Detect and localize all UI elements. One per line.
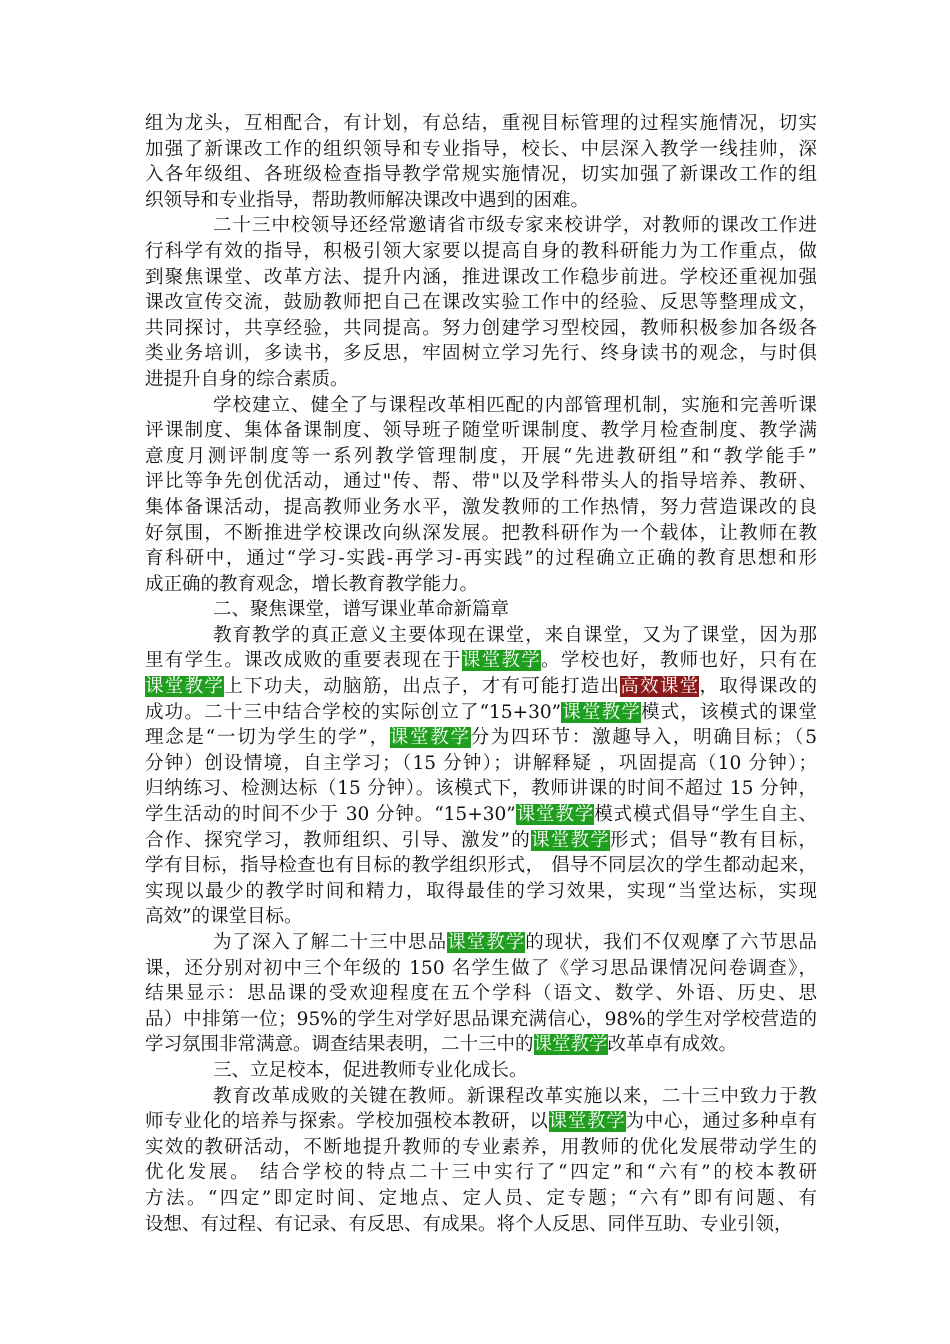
text-run: 学有目标，指导检查也有目标的教学组织形式， 倡导不同层次的学生都动起来， xyxy=(145,855,817,877)
text-line xyxy=(145,188,817,214)
text-line xyxy=(145,137,817,163)
text-run: 实现以最少的教学时间和精力，取得最佳的学习效果，实现“当堂达标，实现 xyxy=(145,880,817,902)
text-line xyxy=(145,1032,817,1058)
text-run: 优化发展。 结合学校的特点二十三中实行了“四定”和“六有”的校本教研 xyxy=(145,1162,817,1184)
text-line xyxy=(145,341,817,367)
text-line xyxy=(145,623,817,649)
text-run: 学生活动的时间不少于 30 分钟。“15+30” xyxy=(145,804,516,826)
text-run: 好氛围，不断推进学校课改向纵深发展。把教科研作为一个载体，让教师在教 xyxy=(145,522,817,544)
text-run: 类业务培训，多读书，多反思，牢固树立学习先行、终身读书的观念，与时俱 xyxy=(145,343,817,365)
text-line xyxy=(145,776,817,802)
text-line xyxy=(145,802,817,828)
text-run: 模式，该模式的课堂 xyxy=(641,701,817,723)
text-line xyxy=(145,1186,817,1212)
text-run: 。学校也好，教师也好，只有在 xyxy=(541,650,817,672)
text-run: 归纳练习、检测达标（15 分钟）。该模式下，教师讲课的时间不超过 15 分钟， xyxy=(145,778,817,800)
text-line xyxy=(145,1007,817,1033)
highlight-keyword: 课堂教学 xyxy=(548,1111,626,1133)
text-run: 课改宣传交流，鼓励教师把自己在课改实验工作中的经验、反思等整理成文， xyxy=(145,292,817,314)
text-line xyxy=(145,956,817,982)
text-run: 分为四环节：激趣导入，明确目标；（5 xyxy=(470,727,817,749)
text-line xyxy=(145,1135,817,1161)
highlight-keyword: 课堂教学 xyxy=(389,727,471,749)
text-run: 育科研中，通过“学习-实践-再学习-再实践”的过程确立正确的教育思想和形 xyxy=(145,548,817,570)
text-line xyxy=(145,444,817,470)
text-line xyxy=(145,1212,817,1238)
section-heading-h2 xyxy=(145,597,817,623)
paragraph-p5 xyxy=(145,930,817,1058)
text-run: 进提升自身的综合素质。 xyxy=(145,368,349,390)
text-line xyxy=(145,879,817,905)
text-run: 高效”的课堂目标。 xyxy=(145,906,303,928)
text-run: 方法。“四定”即定时间、定地点、定人员、定专题；“六有”即有问题、有 xyxy=(145,1187,817,1209)
text-line xyxy=(145,853,817,879)
text-run: 理念是“一切为学生的学”， xyxy=(145,727,390,749)
highlight-keyword: 课堂教学 xyxy=(561,701,642,723)
text-run: 学校建立、健全了与课程改革相匹配的内部管理机制，实施和完善听课 xyxy=(213,394,817,416)
text-line xyxy=(145,111,817,137)
paragraph-p1 xyxy=(145,111,817,213)
text-run: 为中心，通过多种卓有 xyxy=(625,1111,817,1133)
text-line xyxy=(145,265,817,291)
section-heading-h3 xyxy=(145,1058,817,1084)
text-line xyxy=(145,469,817,495)
text-line xyxy=(145,1160,817,1186)
text-run: 织领导和专业指导，帮助教师解决课改中遇到的困难。 xyxy=(145,189,590,211)
text-run: 共同探讨，共享经验，共同提高。努力创建学习型校园，教师积极参加各级各 xyxy=(145,317,817,339)
text-run: 改革卓有成效。 xyxy=(607,1034,738,1056)
text-run: 集体备课活动，提高教师业务水平，激发教师的工作热情，努力营造课改的良 xyxy=(145,496,817,518)
text-run: 形式；倡导“教有目标， xyxy=(610,829,817,851)
text-run: 到聚焦课堂、改革方法、提升内涵，推进课改工作稳步前进。学校还重视加强 xyxy=(145,266,817,288)
text-run: 评比等争先创优活动，通过"传、帮、带"以及学科带头人的指导培养、教研、 xyxy=(145,471,817,493)
highlight-keyword: 课堂教学 xyxy=(145,676,225,698)
text-run: 成功。二十三中结合学校的实际创立了“15+30” xyxy=(145,701,562,723)
text-run: 设想、有过程、有记录、有反思、有成果。将个人反思、同伴互助、专业引领， xyxy=(145,1213,793,1235)
text-line xyxy=(145,1058,817,1084)
paragraph-p3 xyxy=(145,393,817,598)
text-line xyxy=(145,828,817,854)
text-line xyxy=(145,751,817,777)
text-run: 师专业化的培养与探索。学校加强校本教研，以 xyxy=(145,1111,549,1133)
text-run: 模式模式倡导“学生自主、 xyxy=(594,804,817,826)
text-run: 合作、探究学习，教师组织、引导、激发”的 xyxy=(145,829,531,851)
paragraph-p4 xyxy=(145,623,817,930)
text-line xyxy=(145,521,817,547)
text-run: 实效的教研活动，不断地提升教师的专业素养，用教师的优化发展带动学生的 xyxy=(145,1136,817,1158)
text-line xyxy=(145,367,817,393)
text-run: 课，还分别对初中三个年级的 150 名学生做了《学习思品课情况问卷调查》， xyxy=(145,957,817,979)
text-line xyxy=(145,648,817,674)
paragraph-p6 xyxy=(145,1084,817,1238)
text-run: 品）中排第一位；95%的学生对学好思品课充满信心，98%的学生对学校营造的 xyxy=(145,1008,817,1030)
text-line xyxy=(145,597,817,623)
document-page xyxy=(145,111,817,1237)
text-run: 里有学生。课改成败的重要表现在于 xyxy=(145,650,462,672)
text-run: 上下功夫，动脑筋，出点子，才有可能打造出 xyxy=(224,676,621,698)
highlight-keyword: 课堂教学 xyxy=(447,932,526,953)
text-line xyxy=(145,930,817,956)
highlight-keyword: 课堂教学 xyxy=(531,829,611,851)
text-line xyxy=(145,700,817,726)
text-line xyxy=(145,213,817,239)
text-line xyxy=(145,674,817,700)
text-run: 教育改革成败的关键在教师。新课程改革实施以来，二十三中致力于教 xyxy=(213,1085,817,1107)
text-run: 成正确的教育观念，增长教育教学能力。 xyxy=(145,573,479,595)
text-line xyxy=(145,981,817,1007)
highlight-keyword: 课堂教学 xyxy=(461,650,542,672)
text-run: 评课制度、集体备课制度、领导班子随堂听课制度、教学月检查制度、教学满 xyxy=(145,420,817,442)
text-line xyxy=(145,162,817,188)
text-line xyxy=(145,393,817,419)
paragraph-p2 xyxy=(145,213,817,392)
text-line xyxy=(145,904,817,930)
text-line xyxy=(145,418,817,444)
text-run: 行科学有效的指导，积极引领大家要以提高自身的教科研能力为工作重点，做 xyxy=(145,240,817,262)
text-line xyxy=(145,495,817,521)
text-line xyxy=(145,239,817,265)
text-line xyxy=(145,572,817,598)
text-line xyxy=(145,1109,817,1135)
text-run: 学习氛围非常满意。调查结果表明，二十三中的 xyxy=(145,1034,534,1056)
text-run: 二、聚焦课堂，谱写课业革命新篇章 xyxy=(213,599,510,621)
text-run: 三、立足校本，促进教师专业化成长。 xyxy=(213,1059,528,1081)
text-run: 二十三中校领导还经常邀请省市级专家来校讲学，对教师的课改工作进 xyxy=(213,215,817,237)
text-run: 入各年级组、各班级检查指导教学常规实施情况，切实加强了新课改工作的组 xyxy=(145,164,817,186)
highlight-keyword: 课堂教学 xyxy=(533,1034,608,1056)
text-run: 组为龙头，互相配合，有计划，有总结，重视目标管理的过程实施情况，切实 xyxy=(145,113,817,134)
text-run: 为了深入了解二十三中思品 xyxy=(213,932,448,953)
text-line xyxy=(145,316,817,342)
text-run: 意度月测评制度等一系列教学管理制度，开展“先进教研组”和“教学能手” xyxy=(145,445,817,467)
text-line xyxy=(145,290,817,316)
highlight-keyword: 课堂教学 xyxy=(515,804,595,826)
text-run: 的现状，我们不仅观摩了六节思品 xyxy=(525,932,817,953)
text-run: 加强了新课改工作的组织领导和专业指导，校长、中层深入教学一线挂帅，深 xyxy=(145,138,817,160)
text-line xyxy=(145,1084,817,1110)
highlight-keyword-red: 高效课堂 xyxy=(620,676,700,698)
text-line xyxy=(145,546,817,572)
text-line xyxy=(145,725,817,751)
text-run: 结果显示：思品课的受欢迎程度在五个学科（语文、数学、外语、历史、思 xyxy=(145,983,817,1005)
text-run: ，取得课改的 xyxy=(699,676,817,698)
text-run: 教育教学的真正意义主要体现在课堂，来自课堂，又为了课堂，因为那 xyxy=(213,624,817,646)
text-run: 分钟）创设情境，自主学习；（15 分钟）；讲解释疑 ，巩固提高（10 分钟）； xyxy=(145,752,817,774)
